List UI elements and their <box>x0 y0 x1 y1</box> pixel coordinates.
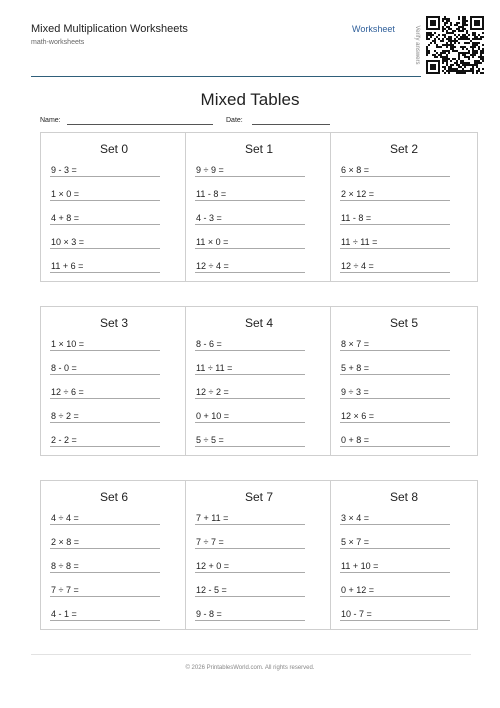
set-title: Set 0 <box>99 142 129 156</box>
name-field[interactable] <box>67 124 213 125</box>
problem-answer-line[interactable] <box>50 235 160 249</box>
problem-answer-line[interactable] <box>340 511 450 525</box>
problem-answer-line[interactable] <box>195 583 305 597</box>
problem-text: 11 ÷ 11 = <box>196 363 233 373</box>
problem-text: 0 + 8 = <box>341 435 370 445</box>
problem-text: 8 × 7 = <box>341 339 370 349</box>
set-title: Set 3 <box>99 316 129 330</box>
problem-text: 8 - 6 = <box>196 339 222 349</box>
problem-text: 7 ÷ 7 = <box>51 585 79 595</box>
problem-set-box <box>185 132 333 282</box>
problem-answer-line[interactable] <box>340 409 450 423</box>
footer-divider <box>31 654 471 655</box>
date-field[interactable] <box>252 124 330 125</box>
worksheet-title: Mixed Tables <box>200 90 300 109</box>
problem-answer-line[interactable] <box>195 511 305 525</box>
problem-answer-line[interactable] <box>50 511 160 525</box>
problem-answer-line[interactable] <box>195 235 305 249</box>
header-subtitle: math-worksheets <box>31 39 85 46</box>
problem-answer-line[interactable] <box>195 433 305 447</box>
problem-answer-line[interactable] <box>340 433 450 447</box>
problem-text: 8 ÷ 8 = <box>51 561 79 571</box>
problem-text: 2 × 12 = <box>341 189 375 199</box>
problem-text: 11 - 8 = <box>341 213 372 223</box>
problem-answer-line[interactable] <box>195 163 305 177</box>
problem-text: 7 + 11 = <box>196 513 229 523</box>
date-label: Date: <box>226 117 243 124</box>
problem-answer-line[interactable] <box>50 259 160 273</box>
problem-set-box <box>185 480 333 630</box>
problem-text: 11 + 6 = <box>51 261 84 271</box>
problem-text: 12 ÷ 6 = <box>51 387 84 397</box>
problem-answer-line[interactable] <box>50 583 160 597</box>
problem-text: 8 - 0 = <box>51 363 77 373</box>
problem-text: 12 × 6 = <box>341 411 375 421</box>
problem-answer-line[interactable] <box>340 385 450 399</box>
problem-text: 9 ÷ 3 = <box>341 387 369 397</box>
problem-answer-line[interactable] <box>195 385 305 399</box>
set-title: Set 2 <box>389 142 419 156</box>
problem-text: 12 ÷ 4 = <box>341 261 374 271</box>
problem-text: 11 + 10 = <box>341 561 379 571</box>
problem-text: 4 ÷ 4 = <box>51 513 79 523</box>
problem-set-box <box>40 132 188 282</box>
footer-copyright: © 2026 PrintablesWorld.com. All rights reserved. <box>185 665 315 671</box>
verify-answers-text: Verify answers <box>414 25 420 65</box>
problem-answer-line[interactable] <box>195 607 305 621</box>
problem-answer-line[interactable] <box>340 187 450 201</box>
problem-text: 11 ÷ 11 = <box>341 237 378 247</box>
problem-text: 10 × 3 = <box>51 237 85 247</box>
problem-text: 1 × 0 = <box>51 189 80 199</box>
problem-text: 1 × 10 = <box>51 339 85 349</box>
problem-answer-line[interactable] <box>50 187 160 201</box>
qr-code-pattern <box>426 16 484 74</box>
problem-answer-line[interactable] <box>50 163 160 177</box>
problem-text: 0 + 12 = <box>341 585 375 595</box>
problem-answer-line[interactable] <box>340 583 450 597</box>
problem-answer-line[interactable] <box>340 337 450 351</box>
problem-answer-line[interactable] <box>340 235 450 249</box>
set-title: Set 4 <box>244 316 274 330</box>
problem-text: 3 × 4 = <box>341 513 370 523</box>
problem-answer-line[interactable] <box>340 535 450 549</box>
set-title: Set 5 <box>389 316 419 330</box>
problem-text: 5 ÷ 5 = <box>196 435 224 445</box>
problem-set-box <box>330 132 478 282</box>
problem-text: 10 - 7 = <box>341 609 372 619</box>
problem-answer-line[interactable] <box>340 559 450 573</box>
problem-answer-line[interactable] <box>50 409 160 423</box>
problem-text: 4 + 8 = <box>51 213 80 223</box>
problem-answer-line[interactable] <box>50 337 160 351</box>
problem-text: 12 - 5 = <box>196 585 227 595</box>
problem-text: 12 ÷ 2 = <box>196 387 229 397</box>
problem-text: 2 × 8 = <box>51 537 80 547</box>
problem-answer-line[interactable] <box>195 211 305 225</box>
problem-answer-line[interactable] <box>195 559 305 573</box>
set-title: Set 8 <box>389 490 419 504</box>
problem-answer-line[interactable] <box>195 361 305 375</box>
problem-answer-line[interactable] <box>195 409 305 423</box>
problem-text: 12 ÷ 4 = <box>196 261 229 271</box>
problem-answer-line[interactable] <box>195 259 305 273</box>
problem-text: 5 × 7 = <box>341 537 370 547</box>
problem-text: 11 - 8 = <box>196 189 227 199</box>
problem-text: 4 - 3 = <box>196 213 222 223</box>
problem-set-box <box>40 480 188 630</box>
problem-answer-line[interactable] <box>340 163 450 177</box>
problem-set-box <box>330 306 478 456</box>
problem-text: 11 × 0 = <box>196 237 229 247</box>
problem-text: 7 ÷ 7 = <box>196 537 224 547</box>
problem-text: 8 ÷ 2 = <box>51 411 79 421</box>
problem-text: 9 - 8 = <box>196 609 222 619</box>
problem-answer-line[interactable] <box>50 211 160 225</box>
set-title: Set 6 <box>99 490 129 504</box>
problem-answer-line[interactable] <box>340 361 450 375</box>
verify-answers-label <box>412 16 422 74</box>
problem-text: 9 ÷ 9 = <box>196 165 224 175</box>
problem-answer-line[interactable] <box>50 607 160 621</box>
problem-answer-line[interactable] <box>195 187 305 201</box>
worksheet-type-label: Worksheet <box>352 24 395 34</box>
problem-answer-line[interactable] <box>50 559 160 573</box>
problem-text: 0 + 10 = <box>196 411 230 421</box>
problem-answer-line[interactable] <box>340 607 450 621</box>
problem-text: 4 - 1 = <box>51 609 77 619</box>
problem-text: 2 - 2 = <box>51 435 77 445</box>
problem-answer-line[interactable] <box>50 535 160 549</box>
problem-answer-line[interactable] <box>50 385 160 399</box>
problem-set-box <box>185 306 333 456</box>
name-label: Name: <box>40 117 61 124</box>
problem-set-box <box>330 480 478 630</box>
set-title: Set 7 <box>244 490 274 504</box>
problem-answer-line[interactable] <box>340 211 450 225</box>
problem-answer-line[interactable] <box>50 433 160 447</box>
problem-set-box <box>40 306 188 456</box>
problem-answer-line[interactable] <box>50 361 160 375</box>
problem-answer-line[interactable] <box>195 337 305 351</box>
problem-text: 9 - 3 = <box>51 165 77 175</box>
problem-text: 12 + 0 = <box>196 561 230 571</box>
problem-answer-line[interactable] <box>340 259 450 273</box>
header-divider <box>31 76 421 77</box>
qr-code-icon[interactable] <box>426 16 484 74</box>
problem-text: 5 + 8 = <box>341 363 370 373</box>
problem-text: 6 × 8 = <box>341 165 370 175</box>
header-title: Mixed Multiplication Worksheets <box>31 23 188 35</box>
problem-answer-line[interactable] <box>195 535 305 549</box>
set-title: Set 1 <box>244 142 274 156</box>
